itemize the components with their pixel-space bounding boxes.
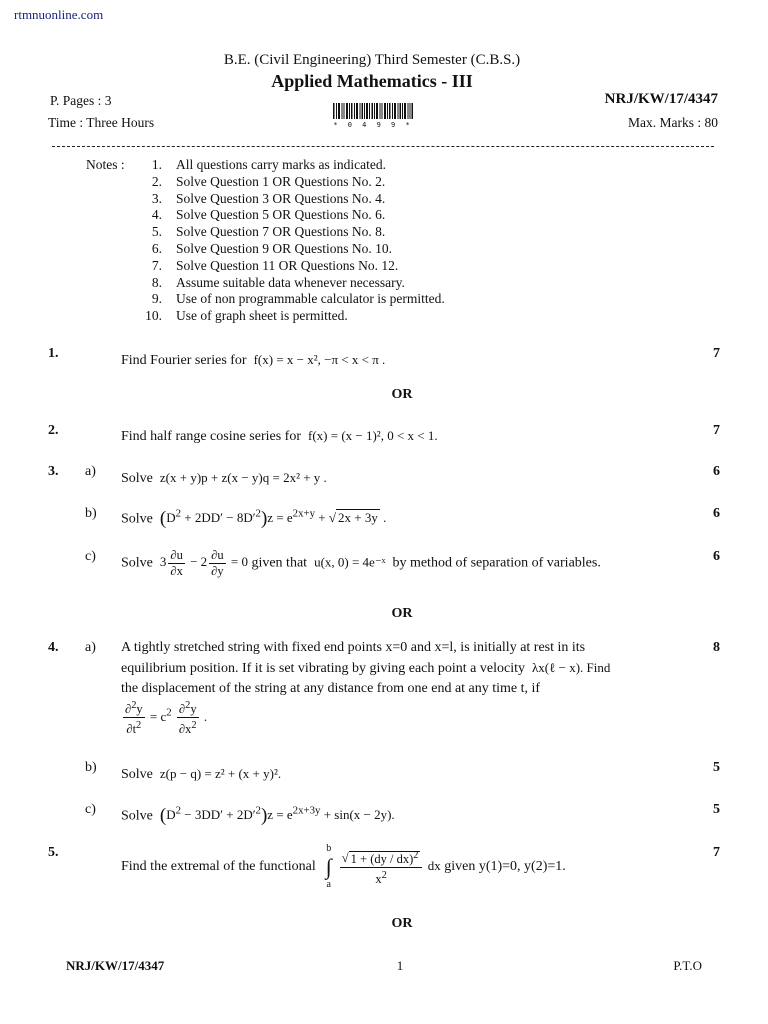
question-number-2: 2. xyxy=(48,423,59,438)
header-divider xyxy=(52,146,714,147)
note-item: 3. Solve Question 3 OR Questions No. 4. xyxy=(151,190,386,206)
barcode-icon xyxy=(333,103,413,119)
question-4b-expression: z(p − q) = z² + (x + y)². xyxy=(159,766,282,781)
question-4b-marks: 5 xyxy=(713,760,720,775)
footer-paper-code: NRJ/KW/17/4347 xyxy=(66,958,165,973)
note-item: 9. Use of non programmable calculator is permitted. xyxy=(151,291,445,307)
question-number-3: 3. xyxy=(48,464,59,479)
question-1-expression: f(x) = x − x², −π < x < π . xyxy=(253,352,386,367)
velocity-expression: λx(ℓ − x). Find xyxy=(532,660,611,675)
notes-list xyxy=(130,157,445,325)
question-3a-marks: 6 xyxy=(713,464,720,479)
question-3c-condition: u(x, 0) = 4e⁻ˣ xyxy=(314,554,386,570)
note-item: 6. Solve Question 9 OR Questions No. 10. xyxy=(151,240,392,256)
wave-equation: $\frac{\partial^2y}{\partial t^2}$ = $c^2$ $\frac{\partial^2y}{\partial x^2}$ . xyxy=(125,700,208,737)
question-2-text: Find half range cosine series for f(x) = (x − 1)², 0 < x < 1. xyxy=(121,428,438,444)
question-4a-label: a) xyxy=(85,640,96,655)
question-3b-label: b) xyxy=(85,506,97,521)
question-4a-text: A tightly stretched string with fixed end points x=0 and x=l, is initially at rest in its equilibrium position. If it is set vibrating by giving each point a velocity λx(ℓ − x). Find the displacement of the string at any distance from one end at any time t, if xyxy=(121,640,611,696)
notes-label: Notes : xyxy=(86,157,125,172)
question-4c-label: c) xyxy=(85,802,96,817)
course-title: B.E. (Civil Engineering) Third Semester (C.B.S.) xyxy=(223,52,521,68)
question-number-5: 5. xyxy=(48,845,59,860)
question-3a-label: a) xyxy=(85,464,96,479)
question-number-1: 1. xyxy=(48,346,59,361)
question-number-4: 4. xyxy=(48,640,59,655)
note-item: 4. Solve Question 5 OR Questions No. 6. xyxy=(151,207,386,223)
question-3a-expression: z(x + y)p + z(x − y)q = 2x² + y . xyxy=(159,470,327,485)
question-4b-label: b) xyxy=(85,760,97,775)
question-5-marks: 7 xyxy=(713,845,720,860)
question-3b-text: Solve $(D^2 + 2DD' - 8D'^2)z = e^{2x+y}$ + √ 2x + 3y . xyxy=(121,508,387,530)
exam-time: Time : Three Hours xyxy=(48,115,155,130)
note-item: 7. Solve Question 11 OR Questions No. 12. xyxy=(151,257,399,273)
question-2-expression: f(x) = (x − 1)², 0 < x < 1. xyxy=(308,428,438,443)
question-5-text: Find the extremal of the functional b ∫ a $\frac{√ 1 + (dy / dx)^2}{x^2}$ dx given y(1)=0, y(2)=1. xyxy=(121,843,566,890)
question-4c-marks: 5 xyxy=(713,802,720,817)
question-3c-label: c) xyxy=(85,549,96,564)
subject-title: Applied Mathematics - III xyxy=(271,71,473,91)
note-item: 8. Assume suitable data whenever necessary. xyxy=(151,274,405,290)
question-3c-marks: 6 xyxy=(713,549,720,564)
question-4b-text: Solve z(p − q) = z² + (x + y)². xyxy=(121,766,282,782)
functional-integral: b ∫ a $\frac{√ 1 + (dy / dx)^2}{x^2}$ dx xyxy=(325,843,441,890)
question-4c-expression: $(D^2 - 3DD' + 2D'^2)z = e^{2x+3y} + \sin(x - 2y)$. xyxy=(159,805,395,827)
barcode-number: * 0 4 9 9 * xyxy=(333,121,413,129)
max-marks: Max. Marks : 80 xyxy=(628,115,718,130)
footer-pto: P.T.O xyxy=(673,958,702,973)
question-3a-text: Solve z(x + y)p + z(x − y)q = 2x² + y . xyxy=(121,470,327,486)
or-divider: OR xyxy=(391,916,413,931)
question-4a-marks: 8 xyxy=(713,640,720,655)
paper-code: NRJ/KW/17/4347 xyxy=(604,91,718,107)
page-count: P. Pages : 3 xyxy=(50,93,112,108)
question-3c-text: Solve 3 $\frac{\partial u}{\partial x}$ − 2 $\frac{\partial u}{\partial y}$ = 0 given that u(x, 0) = 4e⁻ˣ by method of separation of variables. xyxy=(121,548,601,578)
watermark-link[interactable]: rtmnuonline.com xyxy=(14,7,104,22)
question-1-text: Find Fourier series for f(x) = x − x², −π < x < π . xyxy=(121,352,386,368)
question-2-marks: 7 xyxy=(713,423,720,438)
note-item: 2. Solve Question 1 OR Questions No. 2. xyxy=(151,173,386,189)
question-3b-expression: $(D^2 + 2DD' - 8D'^2)z = e^{2x+y}$ + √ 2x + 3y . xyxy=(159,508,387,530)
footer-page-number: 1 xyxy=(396,958,404,973)
or-divider: OR xyxy=(391,606,413,621)
question-3c-pde: 3 $\frac{\partial u}{\partial x}$ − 2 $\frac{\partial u}{\partial y}$ = 0 xyxy=(159,548,248,578)
or-divider: OR xyxy=(391,387,413,402)
question-3b-marks: 6 xyxy=(713,506,720,521)
note-item: 1. All questions carry marks as indicated. xyxy=(151,157,386,172)
note-item: 10. Use of graph sheet is permitted. xyxy=(145,308,348,324)
note-item: 5. Solve Question 7 OR Questions No. 8. xyxy=(151,224,386,240)
question-4c-text: Solve $(D^2 - 3DD' + 2D'^2)z = e^{2x+3y} + \sin(x - 2y)$. xyxy=(121,805,395,827)
question-1-marks: 7 xyxy=(713,346,720,361)
